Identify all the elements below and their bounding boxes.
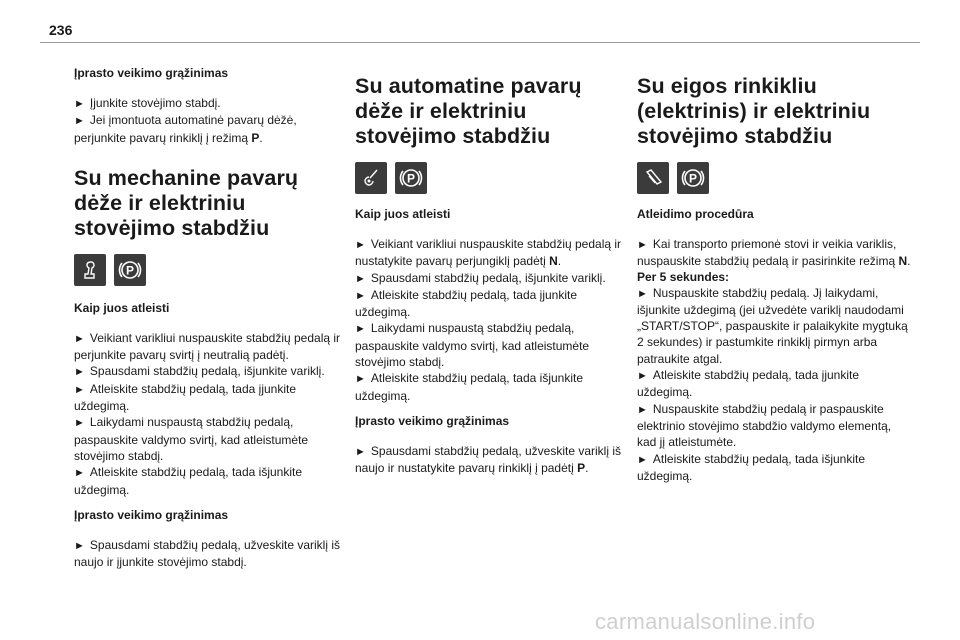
svg-text:P: P xyxy=(406,171,416,186)
step-item: ► Jei įmontuota automatinė pavarų dėžė, perjunkite pavarų rinkiklį į režimą P. xyxy=(74,113,297,145)
arrow-bullet-icon: ► xyxy=(74,366,85,379)
arrow-bullet-icon: ► xyxy=(637,403,648,416)
parking-brake-p-icon xyxy=(677,162,709,194)
parking-brake-p-icon xyxy=(114,254,146,286)
arrow-bullet-icon: ► xyxy=(74,98,85,110)
watermark: carmanualsonline.info xyxy=(595,609,816,634)
step-item: ► Nuspauskite stabdžių pedalą ir paspauskite elektrinio stovėjimo stabdžio valdymo elementą, kad jį atleistumėte. xyxy=(637,401,892,450)
step-item: ► Laikydami nuspaustą stabdžių pedalą, paspauskite valdymo svirtį, kad atleistumėte stovėjimo stabdį. xyxy=(355,321,590,370)
icon-row xyxy=(74,254,349,286)
arrow-bullet-icon: ► xyxy=(74,383,85,396)
step-item: ► Atleiskite stabdžių pedalą, tada įjunkite uždegimą. xyxy=(355,287,578,320)
step-item: ► Veikiant varikliui nuspauskite stabdžių pedalą ir nustatykite pavarų perjungiklį padėtį N. xyxy=(355,237,622,269)
arrow-bullet-icon: ► xyxy=(355,373,366,386)
heading-drive-selector: Su eigos rinkikliu (elektrinis) ir elektriniu stovėjimo stabdžiu xyxy=(637,74,871,148)
column-2 xyxy=(355,74,630,477)
subhead-release-procedure: Atleidimo procedūra xyxy=(637,207,754,221)
arrow-bullet-icon: ► xyxy=(74,417,85,430)
arrow-bullet-icon: ► xyxy=(74,539,85,552)
top-divider xyxy=(40,42,920,43)
icon-row xyxy=(355,162,630,194)
step-item: ► Atleiskite stabdžių pedalą, tada įjunkite uždegimą. xyxy=(637,368,860,400)
step-item: ► Spausdami stabdžių pedalą, išjunkite variklį. xyxy=(355,270,606,285)
heading-manual-gearbox: Su mechanine pavarų dėže ir elektriniu stovėjimo stabdžiu xyxy=(74,165,299,240)
parking-brake-p-icon xyxy=(395,162,427,194)
step-item: ► Spausdami stabdžių pedalą, užveskite variklį iš naujo ir nustatykite pavarų rinkiklį į padėtį P. xyxy=(355,443,622,476)
step-item: ► Atleiskite stabdžių pedalą, tada išjunkite uždegimą. xyxy=(355,371,584,403)
arrow-bullet-icon: ► xyxy=(637,239,648,251)
subhead-how-to-release: Kaip juos atleisti xyxy=(74,300,170,315)
svg-text:P: P xyxy=(125,263,135,278)
arrow-bullet-icon: ► xyxy=(74,115,85,128)
step-item: ► Veikiant varikliui nuspauskite stabdžių pedalą ir perjunkite pavarų svirtį į neutralią padėtį. xyxy=(74,330,341,363)
column-3 xyxy=(637,74,912,484)
arrow-bullet-icon: ► xyxy=(355,445,366,458)
step-item: ► Spausdami stabdžių pedalą, užveskite variklį iš naujo ir įjunkite stovėjimo stabdį. xyxy=(74,537,341,570)
steps-restore-normal-2 xyxy=(74,537,349,571)
subhead-within-5-seconds: Per 5 sekundes: xyxy=(637,269,730,284)
arrow-bullet-icon: ► xyxy=(355,289,366,302)
steps-how-to-release xyxy=(355,236,630,404)
steps-restore-normal xyxy=(355,443,630,477)
column-1 xyxy=(74,66,349,570)
drive-selector-icon xyxy=(637,162,669,194)
automatic-gear-selector-icon xyxy=(355,162,387,194)
subhead-how-to-release: Kaip juos atleisti xyxy=(355,207,451,221)
icon-row xyxy=(637,162,912,194)
arrow-bullet-icon: ► xyxy=(637,453,648,466)
svg-text:P: P xyxy=(688,171,698,186)
arrow-bullet-icon: ► xyxy=(74,332,85,345)
steps-how-to-release xyxy=(74,330,349,498)
step-item: ► Laikydami nuspaustą stabdžių pedalą, paspauskite valdymo svirtį, kad atleistumėte stovėjimo stabdį. xyxy=(74,415,309,463)
subhead-restore-normal: Įprasto veikimo grąžinimas xyxy=(355,413,510,428)
arrow-bullet-icon: ► xyxy=(355,272,366,285)
step-item: ► Nuspauskite stabdžių pedalą. Jį laikydami, išjunkite uždegimą (jei užvedėte variklį naudodami „START/STOP“, paspauskite ir palaikykite mygtuką 2 sekundes) ir pastumkite rinkiklį pirmyn arba patraukite atgal. xyxy=(637,285,908,366)
arrow-bullet-icon: ► xyxy=(355,239,366,251)
page-number: 236 xyxy=(49,22,73,38)
gear-lever-icon xyxy=(74,254,106,286)
step-item: ► Įjunkite stovėjimo stabdį. xyxy=(74,96,221,110)
step-item: ► Atleiskite stabdžių pedalą, tada išjunkite uždegimą. xyxy=(637,451,866,483)
steps-release-procedure xyxy=(637,236,912,270)
arrow-bullet-icon: ► xyxy=(637,287,648,300)
steps-restore-normal xyxy=(74,95,349,146)
steps-within-5-seconds xyxy=(637,285,912,485)
subhead-restore-normal: Įprasto veikimo grąžinimas xyxy=(74,66,229,80)
step-item: ► Atleiskite stabdžių pedalą, tada įjunkite uždegimą. xyxy=(74,381,297,414)
subhead-restore-normal-2: Įprasto veikimo grąžinimas xyxy=(74,507,229,522)
arrow-bullet-icon: ► xyxy=(637,370,648,383)
arrow-bullet-icon: ► xyxy=(355,323,366,336)
arrow-bullet-icon: ► xyxy=(74,467,85,480)
step-item: ► Spausdami stabdžių pedalą, išjunkite variklį. xyxy=(74,364,325,379)
step-item: ► Atleiskite stabdžių pedalą, tada išjunkite uždegimą. xyxy=(74,465,303,497)
step-item: ► Kai transporto priemonė stovi ir veikia variklis, nuspauskite stabdžių pedalą ir pasirinkite režimą N. xyxy=(637,237,911,269)
heading-automatic-gearbox: Su automatine pavarų dėže ir elektriniu stovėjimo stabdžiu xyxy=(355,74,582,148)
